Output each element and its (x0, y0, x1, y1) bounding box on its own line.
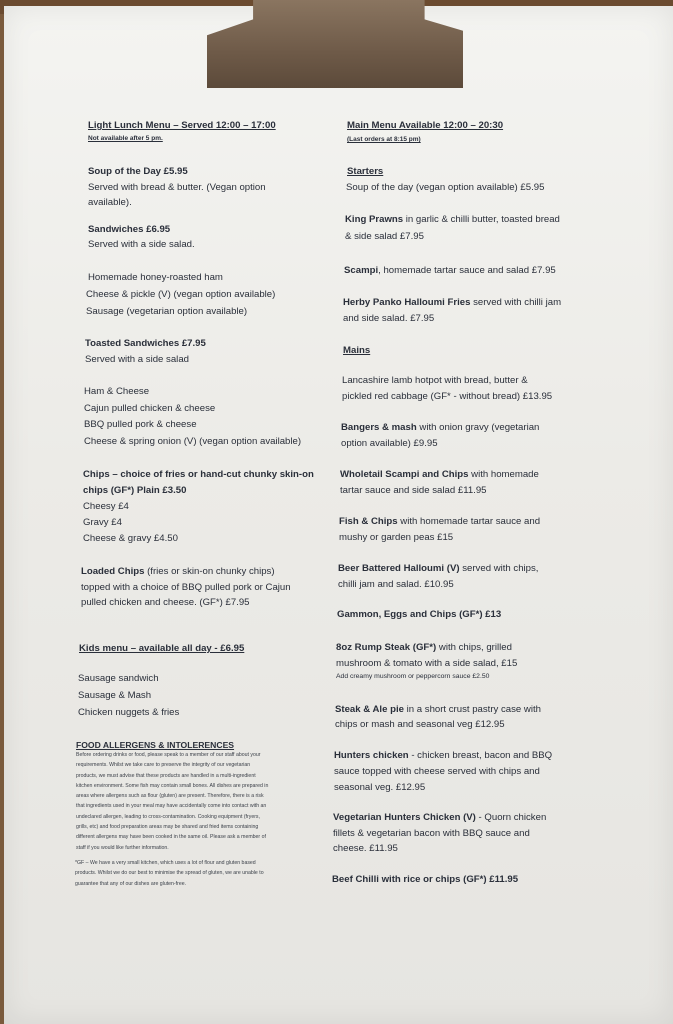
hunters-desc: - chicken breast, bacon and BBQ (408, 750, 553, 761)
bangers-name: Bangers & mash (341, 422, 417, 433)
main-menu-title: Main Menu Available 12:00 – 20:30 (347, 120, 504, 131)
mains-heading: Mains (343, 345, 371, 356)
loaded-chips-name: Loaded Chips (81, 566, 145, 577)
loaded-chips-desc: topped with a choice of BBQ pulled pork or Cajun (81, 582, 291, 593)
chips-option: Cheese & gravy £4.50 (83, 533, 178, 544)
main-beef-chilli: Beef Chilli with rice or chips (GF*) £11.95 (332, 874, 519, 885)
sandwiches-title: Sandwiches £6.95 (88, 224, 171, 235)
sandwich-option: Sausage (vegetarian option available) (86, 306, 248, 317)
starter-halloumi-fries (343, 295, 561, 312)
allergens-line: products, we must advise that these products are handled in a multi-ingredient (76, 772, 256, 779)
gf-note-line: products. Whilst we do our best to minimise the spread of gluten, we are unable to (75, 870, 264, 877)
veg-hunters-desc: - Quorn chicken (475, 812, 547, 823)
allergens-title: FOOD ALLERGENS & INTOLERENCES (76, 740, 235, 750)
allergens-line: Before ordering drinks or food, please speak to a member of our staff about your (76, 752, 261, 758)
starter-scampi (344, 263, 556, 280)
loaded-chips-line (81, 564, 275, 581)
light-lunch-note: Not available after 5 pm. (88, 135, 163, 142)
steak-desc: mushroom & tomato with a side salad, £15 (336, 658, 518, 669)
main-rump-steak (336, 640, 512, 657)
kids-item: Sausage & Mash (78, 690, 152, 701)
allergens-text (76, 750, 268, 853)
loaded-chips-desc: pulled chicken and cheese. (GF*) £7.95 (81, 597, 250, 608)
sandwiches-desc: Served with a side salad. (88, 239, 195, 250)
pie-desc: chips or mash and seasonal veg £12.95 (335, 719, 505, 730)
allergens-line: kitchen environment. Some fish may contain small bones. All dishes are prepared in (76, 782, 269, 789)
beer-halloumi-name: Beer Battered Halloumi (V) (338, 563, 460, 574)
steak-desc: with chips, grilled (436, 642, 512, 653)
veg-hunters-desc: fillets & vegetarian bacon with BBQ sauce and (333, 828, 530, 839)
gf-note-line: guarantee that any of our dishes are gluten-free. (75, 880, 187, 887)
veg-hunters-name: Vegetarian Hunters Chicken (V) (333, 812, 476, 823)
kids-item: Sausage sandwich (78, 673, 159, 684)
toasted-option: Ham & Cheese (84, 386, 150, 397)
gf-note (75, 858, 264, 889)
light-lunch-title: Light Lunch Menu – Served 12:00 – 17:00 (88, 120, 276, 131)
allergens-line: staff if you would like further information. (76, 844, 169, 851)
halloumi-fries-desc: served with chilli jam (470, 297, 562, 308)
scampi-desc: , homemade tartar sauce and salad £7.95 (378, 265, 556, 276)
scampi-name: Scampi (344, 265, 379, 276)
allergens-line: grills, etc) and food preparation areas may be shared and fried items containing (76, 824, 259, 831)
allergens-line: different allergens may have been cooked in the same oil. Please ask a member of (76, 834, 266, 841)
pie-name: Steak & Ale pie (335, 704, 404, 715)
allergens-line: that ingredients used in your meal may have accidentally come into contact with an (76, 803, 267, 810)
chips-title: chips (GF*) Plain £3.50 (83, 485, 187, 496)
main-hotpot: Lancashire lamb hotpot with bread, butter & (342, 375, 528, 386)
pie-desc: in a short crust pastry case with (403, 704, 541, 715)
main-veg-hunters (333, 810, 546, 827)
main-wholetail-scampi (340, 467, 539, 484)
main-gammon: Gammon, Eggs and Chips (GF*) £13 (337, 609, 502, 620)
fish-desc: mushy or garden peas £15 (339, 532, 454, 543)
toasted-option: Cajun pulled chicken & cheese (84, 403, 216, 414)
halloumi-fries-desc: and side salad. £7.95 (343, 313, 435, 324)
main-fish-chips (339, 514, 540, 531)
toasted-desc: Served with a side salad (85, 354, 189, 365)
main-hunters-chicken (334, 748, 552, 765)
veg-hunters-desc: cheese. £11.95 (333, 843, 398, 854)
allergens-line: requirements. Whilst we take care to preserve the integrity of our vegetarian (76, 762, 251, 769)
beer-halloumi-desc: chilli jam and salad. £10.95 (338, 579, 454, 590)
prawns-name: King Prawns (345, 214, 404, 225)
main-menu-note: (Last orders at 8:15 pm) (347, 136, 421, 143)
starters-heading: Starters (347, 166, 384, 177)
steak-name: 8oz Rump Steak (GF*) (336, 642, 437, 653)
soup-title: Soup of the Day £5.95 (88, 166, 188, 177)
starter-soup: Soup of the day (vegan option available) £5.95 (346, 182, 545, 193)
fish-name: Fish & Chips (339, 516, 398, 527)
halloumi-fries-name: Herby Panko Halloumi Fries (343, 297, 471, 308)
bangers-desc: option available) £9.95 (341, 438, 438, 449)
toasted-option: BBQ pulled pork & cheese (84, 419, 197, 430)
kids-menu-title: Kids menu – available all day - £6.95 (79, 643, 245, 654)
wholetail-desc: tartar sauce and side salad £11.95 (340, 485, 487, 496)
hunters-name: Hunters chicken (334, 750, 409, 761)
allergens-line: areas where allergens such as flour (gluten) are present. Therefore, there is a risk (76, 793, 264, 800)
chips-option: Gravy £4 (83, 517, 122, 528)
prawns-desc: in garlic & chilli butter, toasted bread (403, 214, 560, 225)
starter-prawns (345, 212, 560, 229)
chips-option: Cheesy £4 (83, 501, 129, 512)
main-hotpot: pickled red cabbage (GF* - without bread) £13.95 (342, 391, 553, 402)
wholetail-name: Wholetail Scampi and Chips (340, 469, 469, 480)
allergens-line: undeclared allergen, leading to cross-contamination. Cooking equipment (fryers, (76, 813, 260, 820)
gf-note-line: *GF – We have a very small kitchen, which uses a lot of flour and gluten based (75, 860, 256, 866)
toasted-option: Cheese & spring onion (V) (vegan option available) (84, 436, 302, 447)
wholetail-desc: with homemade (468, 469, 539, 480)
main-bangers (341, 420, 539, 437)
loaded-chips-desc: (fries or skin-on chunky chips) (144, 566, 275, 577)
kids-item: Chicken nuggets & fries (78, 707, 180, 718)
fish-desc: with homemade tartar sauce and (397, 516, 541, 527)
steak-sauce-note: Add creamy mushroom or peppercorn sauce £2.50 (336, 673, 490, 680)
main-beer-halloumi (338, 561, 538, 578)
sandwich-option: Cheese & pickle (V) (vegan option available) (86, 289, 276, 300)
toasted-title: Toasted Sandwiches £7.95 (85, 338, 206, 349)
soup-desc: Served with bread & butter. (Vegan option (88, 182, 266, 193)
hunters-desc: sauce topped with cheese served with chips and (334, 766, 540, 777)
chips-title: Chips – choice of fries or hand-cut chunky skin-on (83, 469, 314, 480)
prawns-desc: & side salad £7.95 (345, 231, 424, 242)
hunters-desc: seasonal veg. £12.95 (334, 782, 426, 793)
sandwich-option: Homemade honey-roasted ham (88, 272, 223, 283)
soup-desc: available). (88, 197, 132, 208)
beer-halloumi-desc: served with chips, (459, 563, 539, 574)
bangers-desc: with onion gravy (vegetarian (416, 422, 540, 433)
